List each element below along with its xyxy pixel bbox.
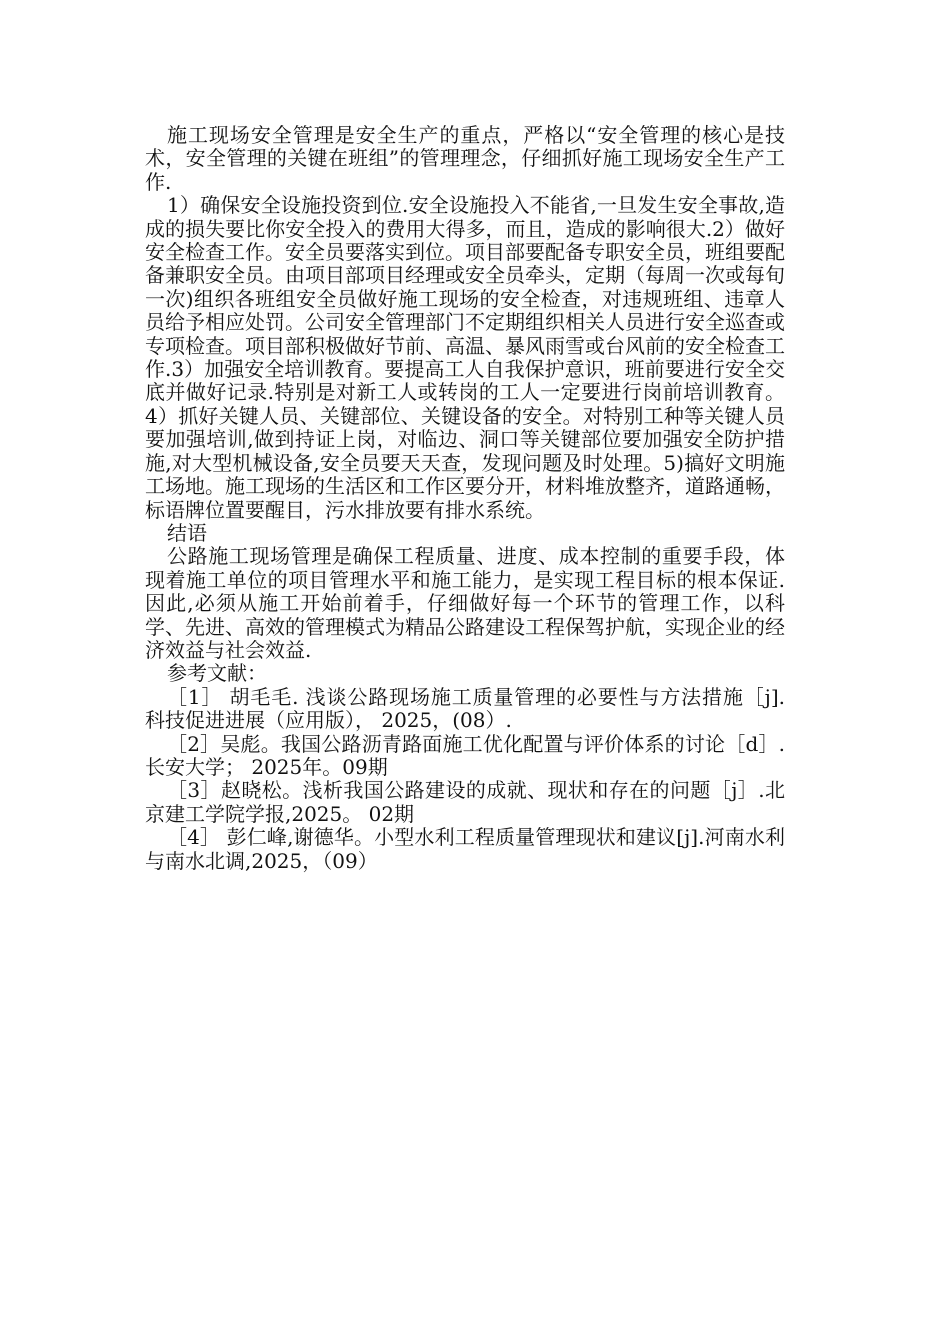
reference-item: ［4］ 彭仁峰,谢德华。小型水利工程质量管理现状和建议[j].河南水利与南水北调,2025，（09）: [145, 825, 785, 873]
safety-measures-paragraph: 1）确保安全设施投资到位.安全设施投入不能省,一旦发生安全事故,造成的损失要比你安全投入的费用大得多，而且，造成的影响很大.2）做好安全检查工作。安全员要落实到位。项目部要配备专职安全员，班组要配备兼职安全员。由项目部项目经理或安全员牵头，定期（每周一次或每旬一次)组织各班组安全员做好施工现场的安全检查，对违规班组、违章人员给予相应处罚。公司安全管理部门不定期组织相关人员进行安全巡查或专项检查。项目部积极做好节前、高温、暴风雨雪或台风前的安全检查工作.3）加强安全培训教育。要提高工人自我保护意识，班前要进行安全交底并做好记录.特别是对新工人或转岗的工人一定要进行岗前培训教育。4）抓好关键人员、关键部位、关键设备的安全。对特别工种等关键人员要加强培训,做到持证上岗，对临边、洞口等关键部位要加强安全防护措施,对大型机械设备,安全员要天天查，发现问题及时处理。5)搞好文明施工场地。施工现场的生活区和工作区要分开，材料堆放整齐，道路通畅，标语牌位置要醒目，污水排放要有排水系统。: [145, 193, 785, 522]
reference-item: ［2］吴彪。我国公路沥青路面施工优化配置与评价体系的讨论［d］.长安大学； 2025年。09期: [145, 731, 785, 779]
conclusion-heading: 结语: [167, 520, 207, 545]
document-body: [145, 124, 785, 873]
references-heading: 参考文献：: [167, 661, 267, 686]
reference-item: ［3］赵晓松。浅析我国公路建设的成就、现状和存在的问题［j］.北京建工学院学报,2025。 02期: [145, 778, 785, 826]
conclusion-paragraph: 公路施工现场管理是确保工程质量、进度、成本控制的重要手段，体现着施工单位的项目管理水平和施工能力，是实现工程目标的根本保证.因此,必须从施工开始前着手，仔细做好每一个环节的管理工作，以科学、先进、高效的管理模式为精品公路建设工程保驾护航，实现企业的经济效益与社会效益.: [145, 544, 785, 662]
reference-item: ［1］ 胡毛毛. 浅谈公路现场施工质量管理的必要性与方法措施［j]. 科技促进进展（应用版）， 2025，(08）.: [145, 684, 785, 733]
intro-paragraph: 施工现场安全管理是安全生产的重点，严格以“安全管理的核心是技术，安全管理的关键在班组”的管理理念，仔细抓好施工现场安全生产工作.: [145, 123, 785, 194]
